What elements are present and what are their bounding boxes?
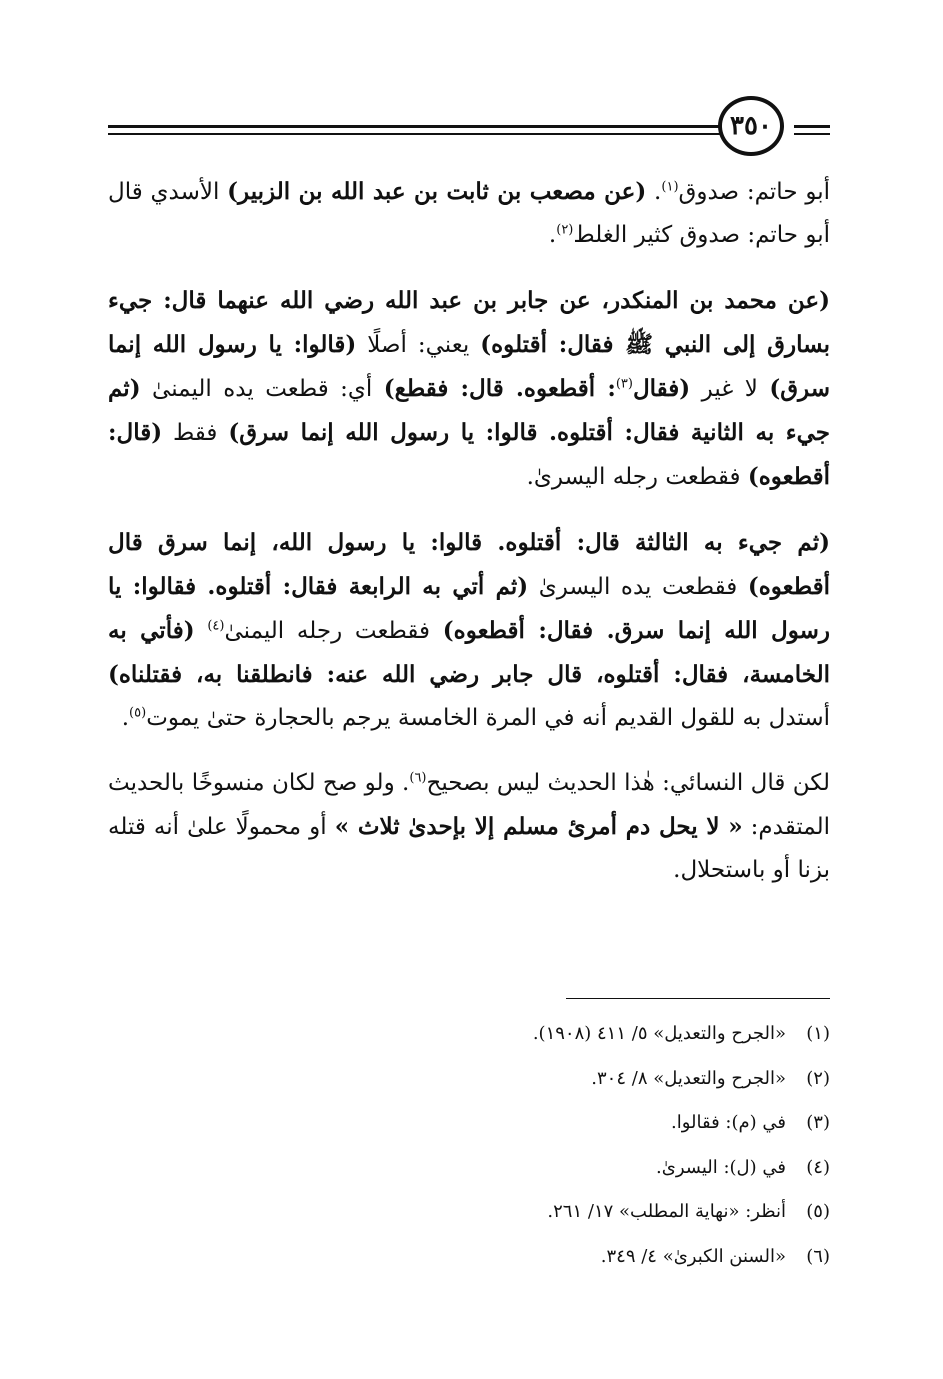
text-segment: (عن محمد بن المنكدر، عن جابر بن عبد الله رضي الله عنهما قال: جيء بسارق إلى النبي ﷺ فقال: أقتلوه) (108, 287, 830, 358)
footnote-number: (٣) (806, 1112, 830, 1133)
text-segment: « لا يحل دم أمرئ مسلم إلا بإحدىٰ ثلاث » (334, 813, 743, 840)
page-number: ٣٥٠ (718, 96, 784, 156)
header-rule (794, 125, 830, 128)
text-segment: الأسدي قال أبو حاتم: صدوق كثير الغلط (108, 179, 830, 248)
footnote-number: (٥) (806, 1201, 830, 1222)
text-segment: أو محمولًا علىٰ أنه قتله بزنا أو باستحلال. (108, 814, 830, 883)
text-segment: (قالوا: يا رسول الله إنما سرق) (108, 331, 831, 402)
text-segment: . (646, 179, 662, 205)
footnote (108, 1235, 830, 1280)
paragraph (108, 279, 830, 499)
footnote-text: «الجرح والتعديل» ٨/ ٣٠٤. (591, 1067, 786, 1089)
footnotes (108, 1012, 830, 1279)
text-segment: (فأتي به الخامسة، فقال: أقتلوه، قال جابر رضي الله عنه: فانطلقنا به، فقتلناه) (108, 617, 830, 688)
text-segment: أي: قطعت يده اليمنىٰ (140, 376, 384, 402)
text-segment: . (548, 222, 557, 248)
footnote-text: «الجرح والتعديل» ٥/ ٤١١ (١٩٠٨). (532, 1023, 786, 1044)
text-segment: (ثم جيء به الثانية فقال: أقتلوه. قالوا: يا رسول الله إنما سرق) (108, 375, 830, 446)
text-segment: (عن مصعب بن ثابت بن عبد الله بن الزبير) (227, 178, 647, 205)
footnote-ref: (٥) (129, 705, 147, 721)
text-segment: : أقطعوه. قال: فقطع) (383, 375, 616, 402)
text-segment: فقط (162, 420, 229, 446)
text-segment: . ولو صح لكان منسوخًا بالحديث المتقدم: (108, 770, 830, 840)
text-segment: فقطعت رجله اليمنىٰ (224, 618, 443, 644)
footnote-number: (٢) (806, 1067, 830, 1089)
footnote-number: (١) (806, 1023, 830, 1044)
paragraph (108, 170, 830, 257)
header-rule (794, 133, 830, 135)
footnote-text: «السنن الكبرىٰ» ٤/ ٣٤٩. (600, 1245, 786, 1267)
footnote (108, 1190, 830, 1235)
footnote-text: في (م): فقالوا. (670, 1112, 786, 1133)
text-segment: لكن قال النسائي: هٰذا الحديث ليس بصحيح (426, 770, 830, 796)
text-segment: (قال: أقطعوه) (108, 419, 830, 490)
header-rule (108, 125, 720, 128)
footnote (108, 1057, 830, 1102)
text-segment: (فقال (632, 375, 691, 402)
text-segment: لا غير (690, 376, 770, 402)
text-segment: (ثم أتي به الرابعة فقال: أقتلوه. فقالوا: يا رسول الله إنما سرق. فقال: أقطعوه) (108, 573, 830, 644)
footnote-text: في (ل): اليسرىٰ. (656, 1156, 786, 1178)
text-segment: . (121, 705, 130, 731)
footnote-number: (٤) (806, 1156, 830, 1178)
main-text (108, 170, 830, 914)
footnote-number: (٦) (806, 1245, 830, 1267)
footnote (108, 1101, 830, 1146)
footnote-ref: (٤) (207, 618, 225, 634)
text-segment: يعني: أصلًا (356, 332, 481, 358)
footnote-separator (566, 998, 830, 999)
text-segment (195, 618, 208, 644)
footnote-ref: (١) (661, 179, 679, 195)
paragraph (108, 762, 830, 892)
footnote (108, 1146, 830, 1191)
footnote-text: أنظر: «نهاية المطلب» ١٧/ ٢٦١. (547, 1201, 786, 1222)
text-segment: أستدل به للقول القديم أنه في المرة الخامسة يرجم بالحجارة حتىٰ يموت (146, 705, 830, 731)
footnote-ref: (٦) (409, 770, 427, 786)
paragraph (108, 521, 830, 740)
footnote (108, 1012, 830, 1057)
header-rule (108, 133, 720, 135)
text-segment: فقطعت يده اليسرىٰ (528, 574, 748, 600)
footnote-ref: (٢) (556, 222, 574, 238)
footnote-ref: (٣) (615, 376, 633, 392)
text-segment: أبو حاتم: صدوق (678, 179, 830, 205)
text-segment: فقطعت رجله اليسرىٰ. (526, 464, 748, 490)
page-header (108, 96, 830, 166)
text-segment: (ثم جيء به الثالثة قال: أقتلوه. قالوا: يا رسول الله، إنما سرق قال أقطعوه) (108, 529, 830, 600)
